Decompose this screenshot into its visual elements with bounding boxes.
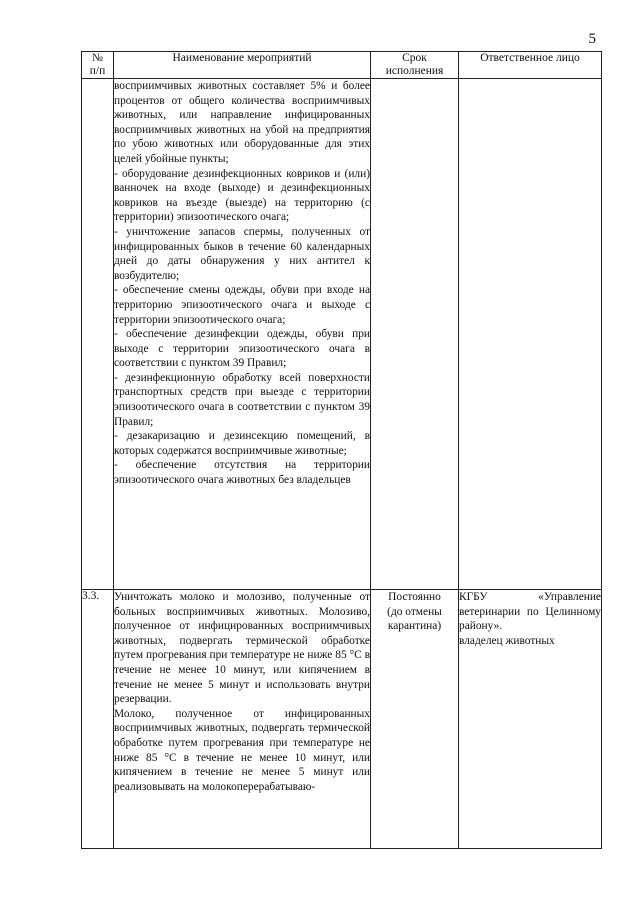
row-term: Постоянно (до отмены карантина) — [371, 590, 459, 849]
row-text: восприимчивых животных составляет 5% и более процентов от общего количества восприимчивых животных, или направление инфицированных восприимчивых животных на убой на предприятия по убою животных или оборудованные для этих целей убойные пункты; - оборудование дезинфекционных ковриков и (или) ванночек на входе (выходе) и дезинфекционных ковриков на въезде (выезде) на территорию (с территории) эпизоотического очага; - уничтожение запасов спермы, полученных от инфицированных быков в течение 60 календарных дней до даты обнаружения у них антител к возбудителю; - обеспечение смены одежды, обуви при входе на территорию эпизоотического очага и выходе с территории эпизоотического очага; - обеспечение дезинфекции одежды, обуви при выходе с территории эпизоотического очага в соответствии с пунктом 39 Правил; - дезинфекционную обработку всей поверхности транспортных средств при выезде с территории эпизоотического очага в соответствии с пунктом 39 Правил; - дезакаризацию и дезинсекцию помещений, в которых содержатся восприимчивые животные; - обеспечение отсутствия на территории эпизоотического очага животных без владельцев — [114, 79, 371, 590]
header-responsible: Ответственное лицо — [459, 52, 602, 79]
row-num — [82, 79, 114, 590]
page-number: 5 — [588, 31, 596, 47]
header-name: Наименование мероприятий — [114, 52, 371, 79]
row-num: 3.3. — [82, 590, 114, 849]
row-responsible — [459, 79, 602, 590]
header-num: № п/п — [82, 52, 114, 79]
table-row — [82, 79, 602, 590]
measures-table — [81, 51, 602, 849]
row-term — [371, 79, 459, 590]
header-term: Срок исполнения — [371, 52, 459, 79]
table-row — [82, 590, 602, 849]
table-header-row — [82, 52, 602, 79]
row-text: Уничтожать молоко и молозиво, полученные от больных восприимчивых животных. Молозиво, полученное от инфицированных восприимчивых животных, подвергать термической обработке путем прогревания при температуре не ниже 85 °С в течение не менее 10 минут, или кипячением в течение не менее 5 минут и использовать внутри резервации. Молоко, полученное от инфицированных восприимчивых животных, подвергать термической обработке путем прогревания при температуре не ниже 85 °С в течение не менее 10 минут, или кипячением в течение не менее 5 минут или реализовывать на молокоперерабатываю- — [114, 590, 371, 849]
row-responsible: КГБУ «Управление ветеринарии по Целинному району». владелец животных — [459, 590, 602, 849]
